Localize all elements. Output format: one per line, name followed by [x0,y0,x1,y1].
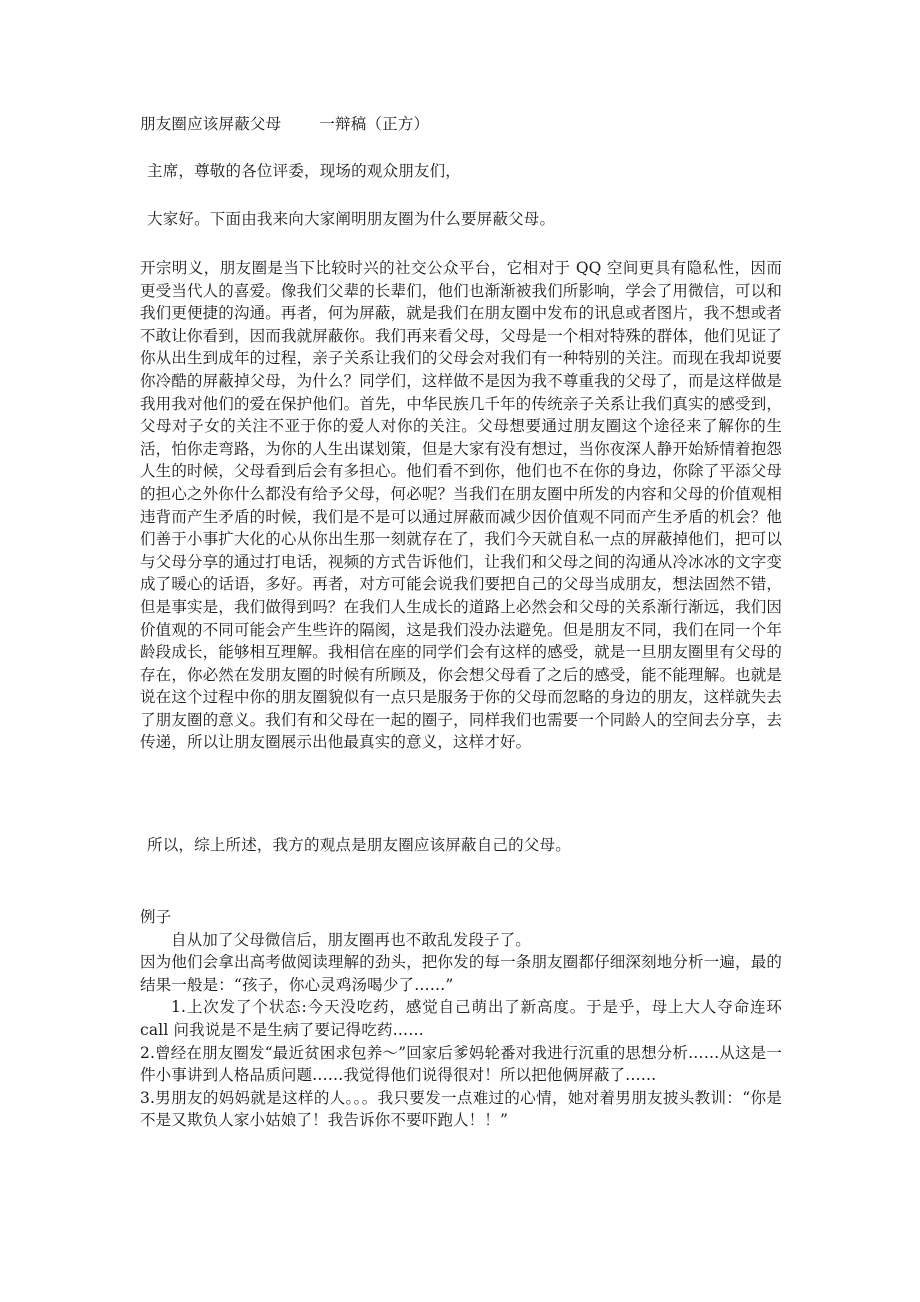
example-item-2: 2.曾经在朋友圈发“最近贫困求包养～”回家后爹妈轮番对我进行沉重的思想分析……从这是一件小事讲到人格品质问题……我觉得他们说得很对！所以把他俩屏蔽了…… [140,1043,782,1085]
conclusion: 所以，综上所述，我方的观点是朋友圈应该屏蔽自己的父母。 [147,836,571,854]
title-line [140,113,429,135]
intro: 大家好。下面由我来向大家阐明朋友圈为什么要屏蔽父母。 [147,210,556,228]
doc-title: 朋友圈应该屏蔽父母 [140,115,282,133]
example-heading: 例子 [140,908,172,926]
example-section [140,906,782,1132]
doc-subtitle: 一辩稿（正方） [319,115,430,133]
body-paragraph: 开宗明义，朋友圈是当下比较时兴的社交公众平台，它相对于 QQ 空间更具有隐私性，因而更受当代人的喜爱。像我们父辈的长辈们，他们也渐渐被我们所影响，学会了用微信，可以和我们更便捷的沟通。再者，何为屏蔽，就是我们在朋友圈中发布的讯息或者图片，我不想或者不敢让你看到，因而我就屏蔽你。我们再来看父母，父母是一个相对特殊的群体，他们见证了你从出生到成年的过程，亲子关系让我们的父母会对我们有一种特别的关注。而现在我却说要你冷酷的屏蔽掉父母，为什么？同学们，这样做不是因为我不尊重我的父母了，而是这样做是我用我对他们的爱在保护他们。首先，中华民族几千年的传统亲子关系让我们真实的感受到，父母对子女的关注不亚于你的爱人对你的关注。父母想要通过朋友圈这个途径来了解你的生活，怕你走弯路，为你的人生出谋划策，但是大家有没有想过，当你夜深人静开始矫情着抱怨人生的时候，父母看到后会有多担心。他们看不到你，他们也不在你的身边，你除了平添父母的担心之外你什么都没有给予父母，何必呢？当我们在朋友圈中所发的内容和父母的价值观相违背而产生矛盾的时候，我们是不是可以通过屏蔽而减少因价值观不同而产生矛盾的机会？他们善于小事扩大化的心从你出生那一刻就存在了，我们今天就自私一点的屏蔽掉他们，把可以与父母分享的通过打电话，视频的方式告诉他们，让我们和父母之间的沟通从冷冰冰的文字变成了暖心的话语，多好。再者，对方可能会说我们要把自己的父母当成朋友，想法固然不错，但是事实是，我们做得到吗？在我们人生成长的道路上必然会和父母的关系渐行渐远，我们因价值观的不同可能会产生些许的隔阂，这是我们没办法避免。但是朋友不同，我们在同一个年龄段成长，能够相互理解。我相信在座的同学们会有这样的感受，就是一旦朋友圈里有父母的存在，你必然在发朋友圈的时候有所顾及，你会想父母看了之后的感受，能不能理解。也就是说在这个过程中你的朋友圈貌似有一点只是服务于你的父母而忽略的身边的朋友，这样就失去了朋友圈的意义。我们有和父母在一起的圈子，同样我们也需要一个同龄人的空间去分享，去传递，所以让朋友圈展示出他最真实的意义，这样才好。 [140,259,782,752]
example-intro: 自从加了父母微信后，朋友圈再也不敢乱发段子了。 [171,930,531,949]
example-item-1: 1.上次发了个状态:今天没吃药，感觉自己萌出了新高度。于是乎，母上大人夺命连环 call 问我说是不是生病了要记得吃药…… [140,998,782,1039]
greeting: 主席，尊敬的各位评委，现场的观众朋友们， [147,162,462,180]
example-item-3: 3.男朋友的妈妈就是这样的人。。。我只要发一点难过的心情，她对着男朋友披头教训：“你是不是又欺负人家小姑娘了！我告诉你不要吓跑人！！” [140,1088,782,1130]
example-text: 因为他们会拿出高考做阅读理解的劲头，把你发的每一条朋友圈都仔细深刻地分析一遍，最的结果一般是：“孩子，你心灵鸡汤喝少了……” [140,953,782,994]
